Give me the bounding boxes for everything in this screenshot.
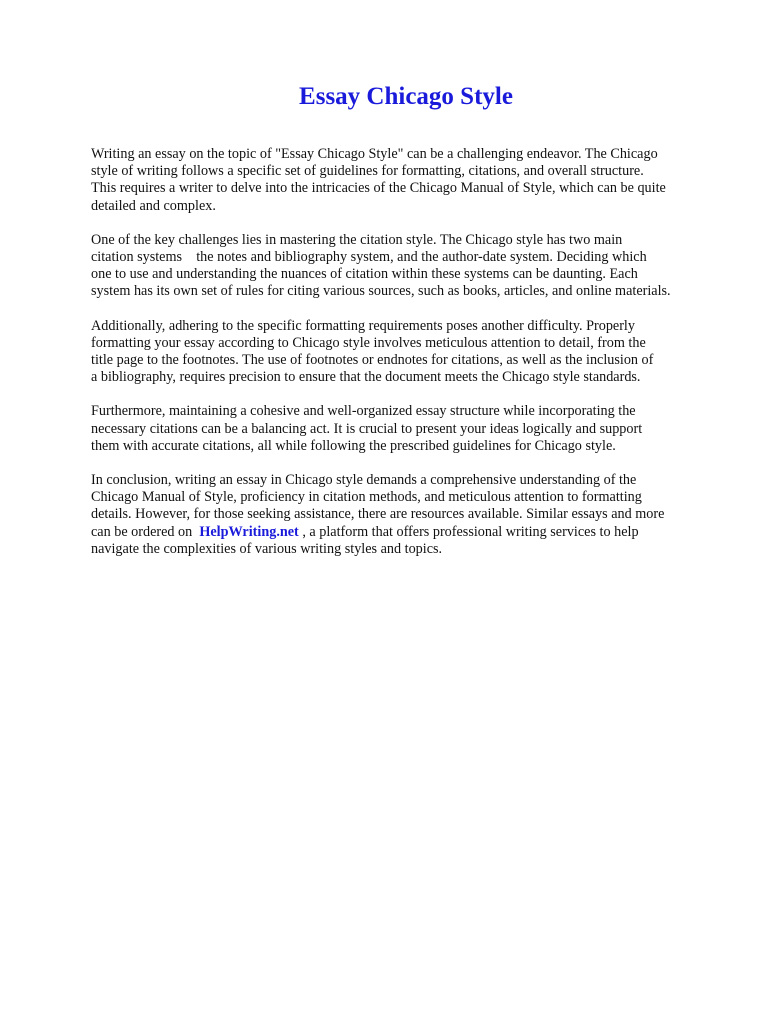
text-line: title page to the footnotes. The use of footnotes or endnotes for citations, as well as the inclusion of bbox=[91, 352, 654, 369]
text-line: One of the key challenges lies in mastering the citation style. The Chicago style has two main bbox=[91, 231, 623, 248]
text-line: navigate the complexities of various writing styles and topics. bbox=[91, 540, 443, 557]
link-suffix-text: , a platform that offers professional writing services to help bbox=[298, 523, 639, 540]
text-line: formatting your essay according to Chicago style involves meticulous attention to detail, from the bbox=[91, 334, 646, 351]
document-body bbox=[91, 146, 731, 575]
text-line: Chicago Manual of Style, proficiency in citation methods, and meticulous attention to formatting bbox=[91, 489, 642, 506]
paragraph-4 bbox=[91, 403, 731, 455]
text-line: system has its own set of rules for citing various sources, such as books, articles, and online materials. bbox=[91, 283, 671, 300]
paragraph-2 bbox=[91, 232, 731, 301]
helpwriting-link[interactable]: HelpWriting.net bbox=[199, 523, 299, 540]
text-line: This requires a writer to delve into the intricacies of the Chicago Manual of Style, which can be quite bbox=[91, 180, 666, 197]
text-line: Furthermore, maintaining a cohesive and well-organized essay structure while incorporating the bbox=[91, 403, 636, 420]
paragraph-conclusion bbox=[91, 472, 731, 558]
text-line: them with accurate citations, all while following the prescribed guidelines for Chicago style. bbox=[91, 437, 616, 454]
text-line: necessary citations can be a balancing act. It is crucial to present your ideas logically and support bbox=[91, 420, 643, 437]
text-line: Writing an essay on the topic of "Essay Chicago Style" can be a challenging endeavor. The Chicago bbox=[91, 146, 658, 162]
text-line: citation systems the notes and bibliography system, and the author-date system. Deciding which bbox=[91, 249, 647, 266]
paragraph-3 bbox=[91, 318, 731, 387]
text-line: detailed and complex. bbox=[91, 197, 216, 214]
link-prefix-text: can be ordered on bbox=[91, 523, 200, 540]
text-line: details. However, for those seeking assistance, there are resources available. Similar essays and more bbox=[91, 506, 665, 523]
text-line: Additionally, adhering to the specific formatting requirements poses another difficulty. Properly bbox=[91, 317, 635, 334]
text-line: In conclusion, writing an essay in Chicago style demands a comprehensive understanding of the bbox=[91, 472, 637, 489]
paragraph-1 bbox=[91, 146, 731, 215]
text-line: style of writing follows a specific set of guidelines for formatting, citations, and overall structure. bbox=[91, 163, 644, 180]
document-title: Essay Chicago Style bbox=[299, 83, 513, 110]
text-line: one to use and understanding the nuances of citation within these systems can be daunting. Each bbox=[91, 266, 638, 283]
text-line-with-link bbox=[91, 524, 731, 541]
text-line: a bibliography, requires precision to ensure that the document meets the Chicago style standards. bbox=[91, 369, 641, 386]
